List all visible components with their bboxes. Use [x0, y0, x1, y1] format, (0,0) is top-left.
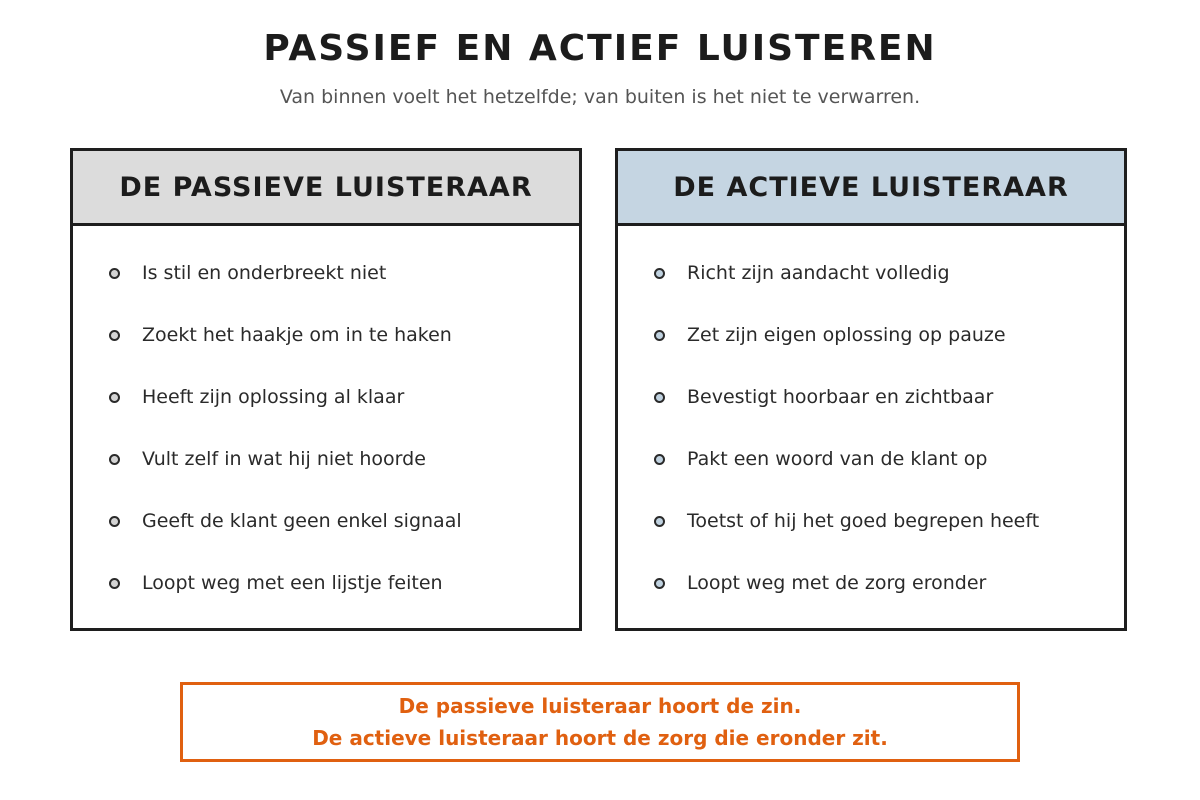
bullet-icon [109, 578, 120, 589]
list-item-text: Zoekt het haakje om in te haken [142, 324, 452, 346]
bullet-icon [654, 516, 665, 527]
active-listener-heading: DE ACTIEVE LUISTERAAR [618, 151, 1124, 226]
passive-listener-heading: DE PASSIEVE LUISTERAAR [73, 151, 579, 226]
list-item [109, 444, 426, 474]
bullet-icon [109, 330, 120, 341]
bullet-icon [654, 578, 665, 589]
bullet-icon [654, 268, 665, 279]
list-item [654, 568, 986, 598]
list-item [109, 382, 404, 412]
bullet-icon [109, 392, 120, 403]
conclusion-line-passive: De passieve luisteraar hoort de zin. [398, 694, 802, 718]
list-item-text: Geeft de klant geen enkel signaal [142, 510, 462, 532]
list-item [654, 506, 1039, 536]
list-item-text: Is stil en onderbreekt niet [142, 262, 387, 284]
page-subtitle: Van binnen voelt het hetzelfde; van buiten is het niet te verwarren. [279, 86, 921, 108]
list-item [654, 382, 993, 412]
conclusion-callout [180, 682, 1020, 762]
list-item-text: Pakt een woord van de klant op [687, 448, 988, 470]
list-item [654, 444, 987, 474]
bullet-icon [109, 516, 120, 527]
list-item [109, 258, 386, 288]
list-item-text: Loopt weg met de zorg eronder [687, 572, 987, 594]
list-item [109, 320, 452, 350]
list-item-text: Bevestigt hoorbaar en zichtbaar [687, 386, 994, 408]
list-item-text: Toetst of hij het goed begrepen heeft [687, 510, 1040, 532]
active-listener-panel [615, 148, 1127, 631]
conclusion-line-active: De actieve luisteraar hoort de zorg die eronder zit. [312, 726, 888, 750]
bullet-icon [109, 454, 120, 465]
bullet-icon [654, 454, 665, 465]
list-item [109, 506, 462, 536]
list-item-text: Heeft zijn oplossing al klaar [142, 386, 405, 408]
bullet-icon [654, 392, 665, 403]
list-item-text: Zet zijn eigen oplossing op pauze [687, 324, 1006, 346]
list-item-text: Vult zelf in wat hij niet hoorde [142, 448, 426, 470]
list-item-text: Loopt weg met een lijstje feiten [142, 572, 443, 594]
list-item [654, 258, 950, 288]
passive-listener-panel [70, 148, 582, 631]
list-item [109, 568, 443, 598]
list-item-text: Richt zijn aandacht volledig [687, 262, 950, 284]
bullet-icon [654, 330, 665, 341]
page-title: PASSIEF EN ACTIEF LUISTEREN [263, 28, 937, 69]
list-item [654, 320, 1006, 350]
bullet-icon [109, 268, 120, 279]
